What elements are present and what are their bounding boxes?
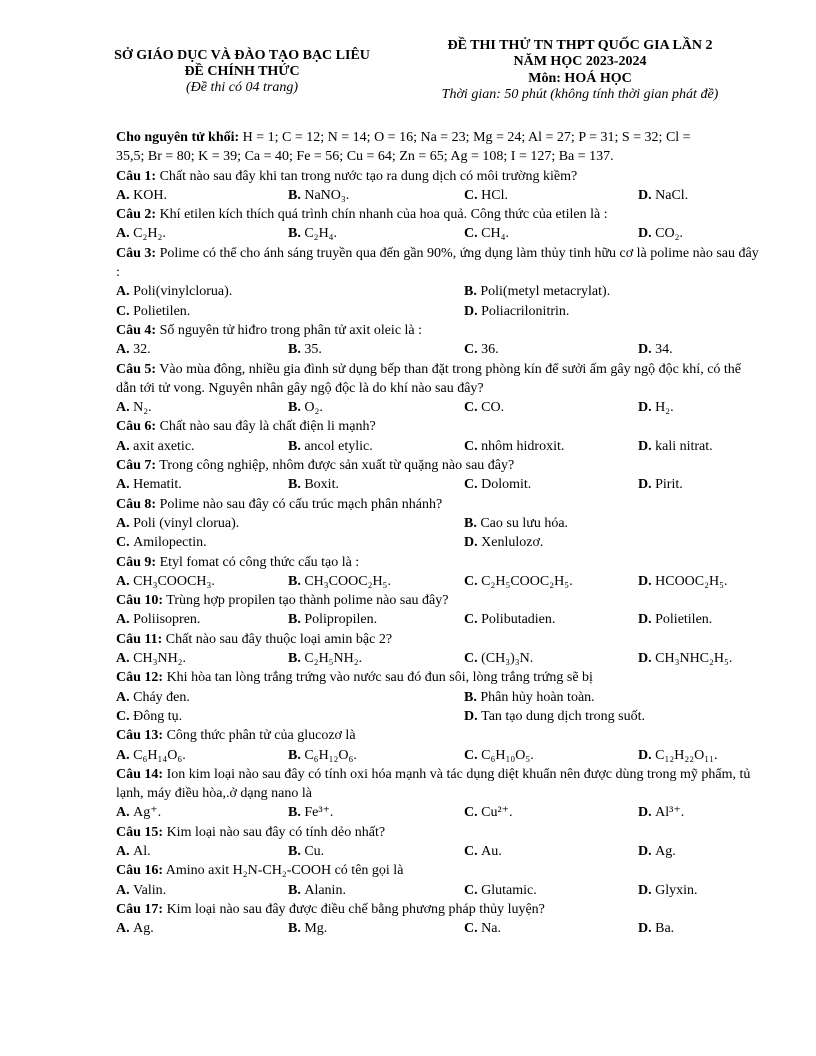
- option-text: Polietilen.: [655, 612, 713, 628]
- option-b[interactable]: [464, 514, 568, 533]
- option-text: 34.: [655, 342, 673, 358]
- question-17: [116, 900, 760, 919]
- question-2: [116, 205, 760, 224]
- option-text: N₂.: [133, 400, 152, 416]
- option-d[interactable]: [638, 437, 713, 456]
- option-text: Ag.: [655, 843, 676, 859]
- option-text: CO₂.: [655, 226, 683, 242]
- option-text: CH₃NH₂.: [133, 651, 187, 667]
- option-text: Na.: [481, 921, 501, 937]
- option-a[interactable]: [116, 475, 182, 494]
- question-text: Kim loại nào sau đây được điều chế bằng phương pháp thủy luyện?: [163, 901, 545, 917]
- header-left: [92, 48, 392, 96]
- option-d[interactable]: [638, 649, 732, 668]
- option-letter: A.: [116, 573, 134, 589]
- option-letter: A.: [116, 187, 134, 203]
- option-row: [116, 475, 760, 494]
- option-text: Poliisopren.: [133, 612, 201, 628]
- question-12: [116, 668, 760, 687]
- question-number: Câu 12:: [116, 670, 164, 686]
- option-d[interactable]: [638, 803, 684, 822]
- option-letter: A.: [116, 342, 134, 358]
- option-text: (CH₃)₃N.: [481, 651, 534, 667]
- question-number: Câu 1:: [116, 168, 157, 184]
- option-text: NaCl.: [655, 187, 689, 203]
- option-text: CH₃NHC₂H₅.: [655, 651, 733, 667]
- option-text: Cu.: [304, 843, 325, 859]
- option-d[interactable]: [464, 302, 569, 321]
- option-letter: B.: [464, 515, 481, 531]
- option-c[interactable]: [464, 340, 499, 359]
- option-d[interactable]: [464, 533, 543, 552]
- option-letter: C.: [464, 342, 482, 358]
- option-c[interactable]: [464, 746, 534, 765]
- option-letter: D.: [464, 708, 482, 724]
- option-text: C₁₂H₂₂O₁₁.: [655, 747, 718, 763]
- option-text: Glyxin.: [655, 882, 698, 898]
- option-d[interactable]: [638, 186, 688, 205]
- question-number: Câu 10:: [116, 593, 164, 609]
- question-text: Chất nào sau đây khi tan trong nước tạo ra dung dịch có môi trường kiềm?: [156, 168, 578, 184]
- option-letter: B.: [288, 843, 305, 859]
- option-letter: C.: [464, 573, 482, 589]
- department-name: SỞ GIÁO DỤC VÀ ĐÀO TẠO BẠC LIÊU: [114, 48, 370, 63]
- option-letter: A.: [116, 689, 134, 705]
- option-letter: A.: [116, 921, 134, 937]
- option-b[interactable]: [464, 282, 610, 301]
- option-text: Amilopectin.: [133, 535, 207, 551]
- option-b[interactable]: [288, 437, 373, 456]
- option-row: [116, 688, 760, 707]
- option-row: [116, 803, 760, 822]
- option-text: CH₃COOC₂H₅.: [304, 573, 391, 589]
- option-text: Mg.: [304, 921, 328, 937]
- option-text: Cháy đen.: [133, 689, 190, 705]
- question-number: Câu 6:: [116, 419, 157, 435]
- question-number: Câu 13:: [116, 728, 164, 744]
- question-list: [116, 167, 760, 939]
- option-text: C₆H₁₂O₆.: [304, 747, 357, 763]
- option-letter: D.: [638, 843, 656, 859]
- option-letter: C.: [464, 226, 482, 242]
- option-b[interactable]: [288, 649, 362, 668]
- option-text: CH₄.: [481, 226, 509, 242]
- option-letter: B.: [288, 882, 305, 898]
- question-number: Câu 2:: [116, 207, 157, 223]
- option-b[interactable]: [288, 803, 333, 822]
- question-number: Câu 14:: [116, 766, 164, 782]
- option-row: [116, 340, 760, 359]
- option-letter: A.: [116, 651, 134, 667]
- option-letter: A.: [116, 226, 134, 242]
- option-text: C₂H₅NH₂.: [304, 651, 363, 667]
- option-text: Glutamic.: [481, 882, 537, 898]
- exam-title: ĐỀ THI THỬ TN THPT QUỐC GIA LẦN 2: [447, 38, 713, 53]
- option-letter: B.: [288, 187, 305, 203]
- option-text: Alanin.: [304, 882, 346, 898]
- option-letter: D.: [464, 535, 482, 551]
- option-c[interactable]: [464, 881, 537, 900]
- option-text: C₆H₁₀O₅.: [481, 747, 534, 763]
- option-letter: D.: [638, 438, 656, 454]
- question-text: Số nguyên tử hiđro trong phân tử axit oleic là :: [156, 322, 423, 338]
- option-row: [116, 649, 760, 668]
- option-d[interactable]: [638, 572, 728, 591]
- option-text: Polibutadien.: [481, 612, 556, 628]
- question-text: Chất nào sau đây thuộc loại amin bậc 2?: [162, 631, 393, 647]
- option-a[interactable]: [116, 881, 166, 900]
- option-b[interactable]: [288, 746, 357, 765]
- option-letter: A.: [116, 284, 134, 300]
- option-letter: B.: [288, 921, 305, 937]
- option-letter: D.: [464, 303, 482, 319]
- option-d[interactable]: [638, 340, 673, 359]
- option-b[interactable]: [288, 398, 323, 417]
- option-text: nhôm hidroxit.: [481, 438, 565, 454]
- option-row: [116, 572, 760, 591]
- option-letter: B.: [288, 226, 305, 242]
- option-row: [116, 707, 760, 726]
- question-text: Etyl fomat có công thức cấu tạo là :: [156, 554, 360, 570]
- option-letter: D.: [638, 226, 656, 242]
- option-c[interactable]: [116, 302, 190, 321]
- option-text: Dolomit.: [481, 477, 532, 493]
- question-text: Ion kim loại nào sau đây có tính oxi hóa mạnh và tác dụng diệt khuẩn nên được dùng trong mỹ phẩm, tủ lạnh, máy điều hòa,.ở dạng nano là: [116, 766, 751, 802]
- question-number: Câu 15:: [116, 824, 164, 840]
- question-8: [116, 495, 760, 514]
- option-d[interactable]: [638, 610, 712, 629]
- question-number: Câu 5:: [116, 361, 157, 377]
- option-c[interactable]: [464, 842, 502, 861]
- option-letter: A.: [116, 477, 134, 493]
- official-label: ĐỀ CHÍNH THỨC: [184, 64, 300, 79]
- option-b[interactable]: [288, 186, 349, 205]
- option-letter: C.: [464, 921, 482, 937]
- option-b[interactable]: [288, 224, 337, 243]
- question-15: [116, 823, 760, 842]
- option-letter: D.: [638, 921, 656, 937]
- option-a[interactable]: [116, 437, 195, 456]
- question-10: [116, 591, 760, 610]
- option-a[interactable]: [116, 340, 151, 359]
- question-text: Trong công nghiệp, nhôm được sản xuất từ quặng nào sau đây?: [156, 458, 515, 474]
- option-letter: B.: [288, 477, 305, 493]
- question-text: Vào mùa đông, nhiều gia đình sử dụng bếp than đặt trong phòng kín để sưởi ấm gây ngộ độc khí, có thể dẫn tới tử vong. Nguyên nhân gây ngộ độc là do khí nào sau đây?: [116, 361, 742, 396]
- question-number: Câu 7:: [116, 458, 157, 474]
- option-row: [116, 919, 760, 938]
- option-letter: A.: [116, 805, 134, 821]
- option-c[interactable]: [116, 533, 207, 552]
- option-a[interactable]: [116, 282, 232, 301]
- question-6: [116, 417, 760, 436]
- option-letter: D.: [638, 651, 656, 667]
- option-b[interactable]: [288, 475, 339, 494]
- option-letter: A.: [116, 612, 134, 628]
- option-a[interactable]: [116, 186, 167, 205]
- option-letter: D.: [638, 400, 656, 416]
- option-letter: A.: [116, 515, 134, 531]
- question-5: [116, 360, 760, 399]
- option-row: [116, 398, 760, 417]
- option-b[interactable]: [288, 610, 377, 629]
- atomic-masses: [116, 128, 760, 167]
- option-d[interactable]: [464, 707, 645, 726]
- question-text: Amino axit H₂N-CH₂-COOH có tên gọi là: [163, 863, 404, 879]
- option-text: C₂H₅COOC₂H₅.: [481, 573, 573, 589]
- option-text: Poliacrilonitrin.: [481, 303, 570, 319]
- option-d[interactable]: [638, 881, 698, 900]
- option-letter: C.: [464, 400, 482, 416]
- question-1: [116, 167, 760, 186]
- option-letter: D.: [638, 612, 656, 628]
- option-letter: D.: [638, 573, 656, 589]
- question-text: Polime nào sau đây có cấu trúc mạch phân nhánh?: [156, 496, 443, 512]
- atomic-masses-label: Cho nguyên tử khối:: [116, 130, 240, 145]
- option-text: Poli(vinylclorua).: [133, 284, 233, 300]
- question-text: Kim loại nào sau đây có tính dẻo nhất?: [163, 824, 386, 840]
- option-letter: B.: [288, 573, 305, 589]
- atomic-masses-line2: 35,5; Br = 80; K = 39; Ca = 40; Fe = 56; Cu = 64; Zn = 65; Ag = 108; I = 127; Ba = 137.: [116, 149, 614, 165]
- question-number: Câu 8:: [116, 496, 157, 512]
- option-letter: A.: [116, 882, 134, 898]
- option-d[interactable]: [638, 475, 683, 494]
- option-letter: C.: [464, 612, 482, 628]
- option-letter: D.: [638, 805, 656, 821]
- school-year: NĂM HỌC 2023-2024: [513, 54, 647, 69]
- option-letter: B.: [464, 284, 481, 300]
- option-letter: C.: [464, 651, 482, 667]
- option-letter: C.: [116, 708, 134, 724]
- option-text: O₂.: [304, 400, 323, 416]
- option-letter: A.: [116, 438, 134, 454]
- question-text: Trùng hợp propilen tạo thành polime nào sau đây?: [163, 593, 449, 609]
- option-c[interactable]: [464, 475, 531, 494]
- option-text: Polietilen.: [133, 303, 191, 319]
- option-text: Cao su lưu hóa.: [480, 515, 569, 531]
- option-text: CH₃COOCH₃.: [133, 573, 215, 589]
- option-text: Boxit.: [304, 477, 339, 493]
- option-b[interactable]: [288, 919, 327, 938]
- exam-content: [116, 128, 760, 938]
- option-text: Tan tạo dung dịch trong suốt.: [481, 708, 646, 724]
- option-row: [116, 842, 760, 861]
- option-d[interactable]: [638, 224, 683, 243]
- option-letter: C.: [464, 438, 482, 454]
- time-allowed: Thời gian: 50 phút (không tính thời gian phát đề): [441, 87, 719, 102]
- option-text: Poli (vinyl clorua).: [133, 515, 240, 531]
- question-3: [116, 244, 760, 283]
- question-text: Công thức phân tử của glucozơ là: [163, 728, 356, 744]
- option-text: Đông tụ.: [133, 708, 183, 724]
- option-text: NaNO₃.: [304, 187, 350, 203]
- option-text: C₂H₂.: [133, 226, 166, 242]
- option-text: C₆H₁₄O₆.: [133, 747, 186, 763]
- option-letter: C.: [464, 747, 482, 763]
- option-letter: C.: [464, 477, 482, 493]
- question-number: Câu 11:: [116, 631, 163, 647]
- option-text: 32.: [133, 342, 151, 358]
- option-text: Pirit.: [655, 477, 683, 493]
- option-letter: B.: [288, 612, 305, 628]
- option-row: [116, 610, 760, 629]
- option-c[interactable]: [464, 398, 504, 417]
- option-text: Xenlulozơ.: [481, 535, 544, 551]
- option-text: Polipropilen.: [304, 612, 378, 628]
- option-text: Cu²⁺.: [481, 805, 513, 821]
- option-c[interactable]: [464, 649, 533, 668]
- option-text: Ag.: [133, 921, 154, 937]
- option-letter: B.: [288, 342, 305, 358]
- atomic-masses-line1: H = 1; C = 12; N = 14; O = 16; Na = 23; Mg = 24; Al = 27; P = 31; S = 32; Cl =: [239, 130, 691, 145]
- option-a[interactable]: [116, 610, 200, 629]
- question-number: Câu 16:: [116, 863, 164, 879]
- option-letter: A.: [116, 747, 134, 763]
- option-letter: C.: [464, 843, 482, 859]
- question-text: Khí etilen kích thích quá trình chín nhanh của hoa quả. Công thức của etilen là :: [156, 207, 608, 223]
- question-text: Khi hòa tan lòng trắng trứng vào nước sau đó đun sôi, lòng trắng trứng sẽ bị: [163, 670, 593, 686]
- question-number: Câu 17:: [116, 901, 164, 917]
- option-letter: A.: [116, 400, 134, 416]
- option-letter: B.: [288, 747, 305, 763]
- option-letter: B.: [288, 438, 305, 454]
- option-text: Ba.: [655, 921, 675, 937]
- question-text: Chất nào sau đây là chất điện li mạnh?: [156, 419, 376, 435]
- subject: Môn: HOÁ HỌC: [528, 71, 632, 86]
- option-c[interactable]: [464, 803, 513, 822]
- option-row: [116, 514, 760, 533]
- option-d[interactable]: [638, 919, 674, 938]
- option-c[interactable]: [464, 919, 501, 938]
- option-row: [116, 282, 760, 301]
- option-d[interactable]: [638, 842, 676, 861]
- option-letter: A.: [116, 843, 134, 859]
- option-letter: D.: [638, 477, 656, 493]
- option-b[interactable]: [288, 340, 322, 359]
- option-text: Al.: [133, 843, 151, 859]
- option-letter: D.: [638, 747, 656, 763]
- option-text: Au.: [481, 843, 502, 859]
- option-a[interactable]: [116, 803, 161, 822]
- option-b[interactable]: [288, 881, 346, 900]
- option-letter: B.: [288, 805, 305, 821]
- header-right: [410, 38, 750, 103]
- question-14: [116, 765, 760, 804]
- option-text: KOH.: [133, 187, 167, 203]
- option-text: 36.: [481, 342, 499, 358]
- question-9: [116, 553, 760, 572]
- option-letter: B.: [464, 689, 481, 705]
- option-text: Al³⁺.: [655, 805, 685, 821]
- option-text: HCOOC₂H₅.: [655, 573, 728, 589]
- option-row: [116, 224, 760, 243]
- option-text: Hematit.: [133, 477, 182, 493]
- option-d[interactable]: [638, 746, 717, 765]
- option-c[interactable]: [464, 572, 573, 591]
- page-count-note: (Đề thi có 04 trang): [186, 80, 298, 95]
- option-letter: B.: [288, 651, 305, 667]
- question-4: [116, 321, 760, 340]
- option-a[interactable]: [116, 224, 166, 243]
- question-7: [116, 456, 760, 475]
- option-letter: C.: [116, 535, 134, 551]
- option-text: axit axetic.: [133, 438, 195, 454]
- option-text: H₂.: [655, 400, 674, 416]
- option-text: C₂H₄.: [304, 226, 338, 242]
- option-text: Valin.: [133, 882, 167, 898]
- option-b[interactable]: [288, 572, 391, 591]
- option-letter: C.: [464, 805, 482, 821]
- option-a[interactable]: [116, 398, 152, 417]
- option-letter: B.: [288, 400, 305, 416]
- option-c[interactable]: [464, 224, 509, 243]
- option-row: [116, 437, 760, 456]
- question-text: Polime có thể cho ánh sáng truyền qua đến gần 90%, ứng dụng làm thủy tinh hữu cơ là polime nào sau đây :: [116, 245, 759, 281]
- question-16: [116, 861, 760, 880]
- question-11: [116, 630, 760, 649]
- option-text: Ag⁺.: [133, 805, 162, 821]
- option-letter: D.: [638, 187, 656, 203]
- option-text: HCl.: [481, 187, 508, 203]
- option-letter: D.: [638, 342, 656, 358]
- option-letter: D.: [638, 882, 656, 898]
- option-a[interactable]: [116, 842, 151, 861]
- option-a[interactable]: [116, 649, 186, 668]
- option-text: ancol etylic.: [304, 438, 373, 454]
- option-row: [116, 533, 760, 552]
- option-d[interactable]: [638, 398, 674, 417]
- question-number: Câu 3:: [116, 245, 157, 261]
- option-a[interactable]: [116, 688, 190, 707]
- option-text: CO.: [481, 400, 505, 416]
- question-number: Câu 9:: [116, 554, 157, 570]
- option-letter: C.: [464, 882, 482, 898]
- option-row: [116, 186, 760, 205]
- option-text: Poli(metyl metacrylat).: [480, 284, 611, 300]
- option-c[interactable]: [464, 610, 555, 629]
- option-text: Phân hủy hoàn toàn.: [480, 689, 595, 705]
- option-row: [116, 746, 760, 765]
- option-a[interactable]: [116, 919, 154, 938]
- option-c[interactable]: [464, 437, 564, 456]
- option-text: kali nitrat.: [655, 438, 713, 454]
- question-number: Câu 4:: [116, 322, 157, 338]
- option-row: [116, 302, 760, 321]
- option-row: [116, 881, 760, 900]
- option-c[interactable]: [464, 186, 508, 205]
- option-a[interactable]: [116, 514, 239, 533]
- option-a[interactable]: [116, 746, 186, 765]
- option-b[interactable]: [464, 688, 595, 707]
- option-text: 35.: [304, 342, 322, 358]
- option-c[interactable]: [116, 707, 182, 726]
- option-letter: C.: [116, 303, 134, 319]
- option-a[interactable]: [116, 572, 215, 591]
- option-text: Fe³⁺.: [304, 805, 334, 821]
- question-13: [116, 726, 760, 745]
- option-b[interactable]: [288, 842, 324, 861]
- option-letter: C.: [464, 187, 482, 203]
